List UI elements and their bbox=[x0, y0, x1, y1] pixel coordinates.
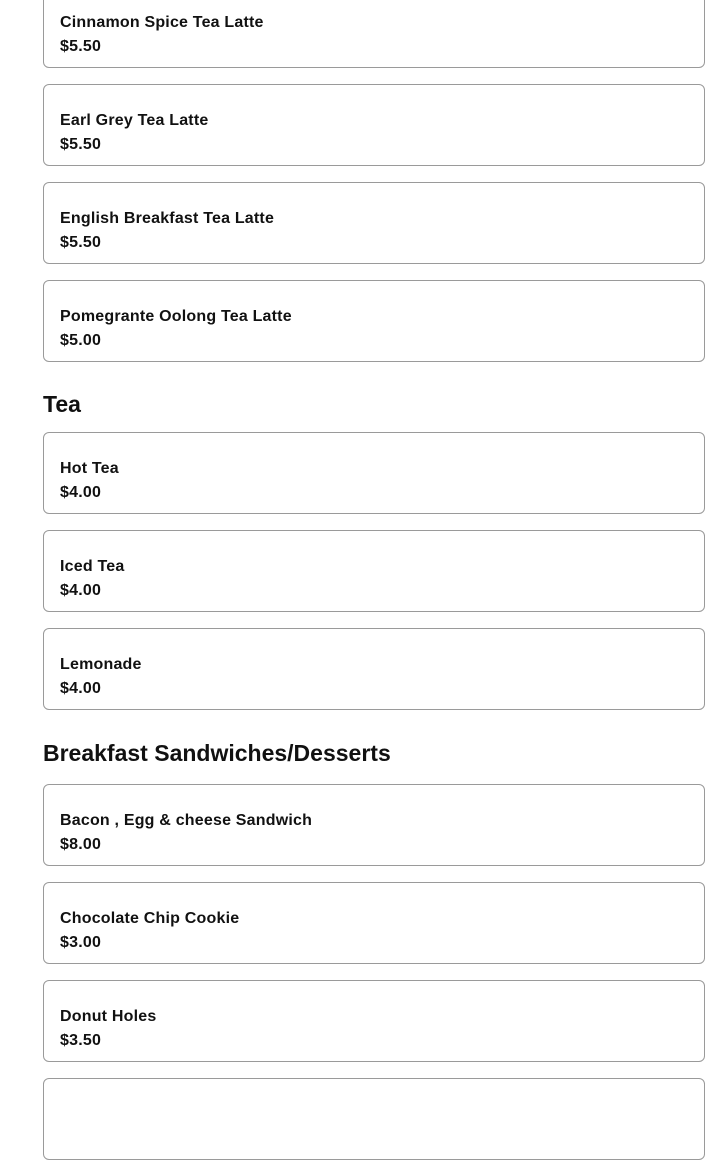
menu-item-card[interactable] bbox=[43, 628, 705, 710]
menu-item-name: Bacon , Egg & cheese Sandwich bbox=[60, 812, 313, 829]
menu-item-card[interactable] bbox=[43, 530, 705, 612]
menu-item-card[interactable] bbox=[43, 882, 705, 964]
menu-section-tea bbox=[43, 390, 705, 710]
menu-item-name: Earl Grey Tea Latte bbox=[60, 112, 209, 129]
section-heading: Breakfast Sandwiches/Desserts bbox=[43, 740, 391, 766]
menu-item-name: Donut Holes bbox=[60, 1008, 157, 1025]
section-heading: Tea bbox=[43, 391, 81, 417]
menu-item-card[interactable] bbox=[43, 0, 705, 68]
menu-item-name: Lemonade bbox=[60, 656, 142, 673]
menu-item-price: $5.50 bbox=[60, 38, 102, 55]
menu-item-name: Cinnamon Spice Tea Latte bbox=[60, 14, 264, 31]
menu-item-price: $4.00 bbox=[60, 680, 102, 697]
menu-item-card[interactable] bbox=[43, 432, 705, 514]
menu-item-card[interactable] bbox=[43, 84, 705, 166]
menu-item-price: $3.00 bbox=[60, 934, 102, 951]
menu-item-price: $4.00 bbox=[60, 582, 102, 599]
menu-item-price: $8.00 bbox=[60, 836, 102, 853]
menu-section-tea-lattes bbox=[43, 0, 705, 362]
menu-list bbox=[43, 0, 705, 1176]
menu-item-name: Pomegrante Oolong Tea Latte bbox=[60, 308, 292, 325]
menu-item-price: $3.50 bbox=[60, 1032, 102, 1049]
menu-item-name: Chocolate Chip Cookie bbox=[60, 910, 240, 927]
menu-item-card[interactable] bbox=[43, 784, 705, 866]
menu-item-price: $4.00 bbox=[60, 484, 102, 501]
menu-section-breakfast-desserts bbox=[43, 739, 705, 1160]
menu-item-price: $5.50 bbox=[60, 234, 102, 251]
menu-item-name: English Breakfast Tea Latte bbox=[60, 210, 275, 227]
menu-item-card[interactable] bbox=[43, 182, 705, 264]
menu-item-card[interactable] bbox=[43, 980, 705, 1062]
menu-item-card[interactable] bbox=[43, 280, 705, 362]
menu-item-price: $5.50 bbox=[60, 136, 102, 153]
menu-item-card[interactable] bbox=[43, 1078, 705, 1160]
menu-item-price: $5.00 bbox=[60, 332, 102, 349]
menu-item-name: Iced Tea bbox=[60, 558, 125, 575]
menu-item-name: Hot Tea bbox=[60, 460, 119, 477]
